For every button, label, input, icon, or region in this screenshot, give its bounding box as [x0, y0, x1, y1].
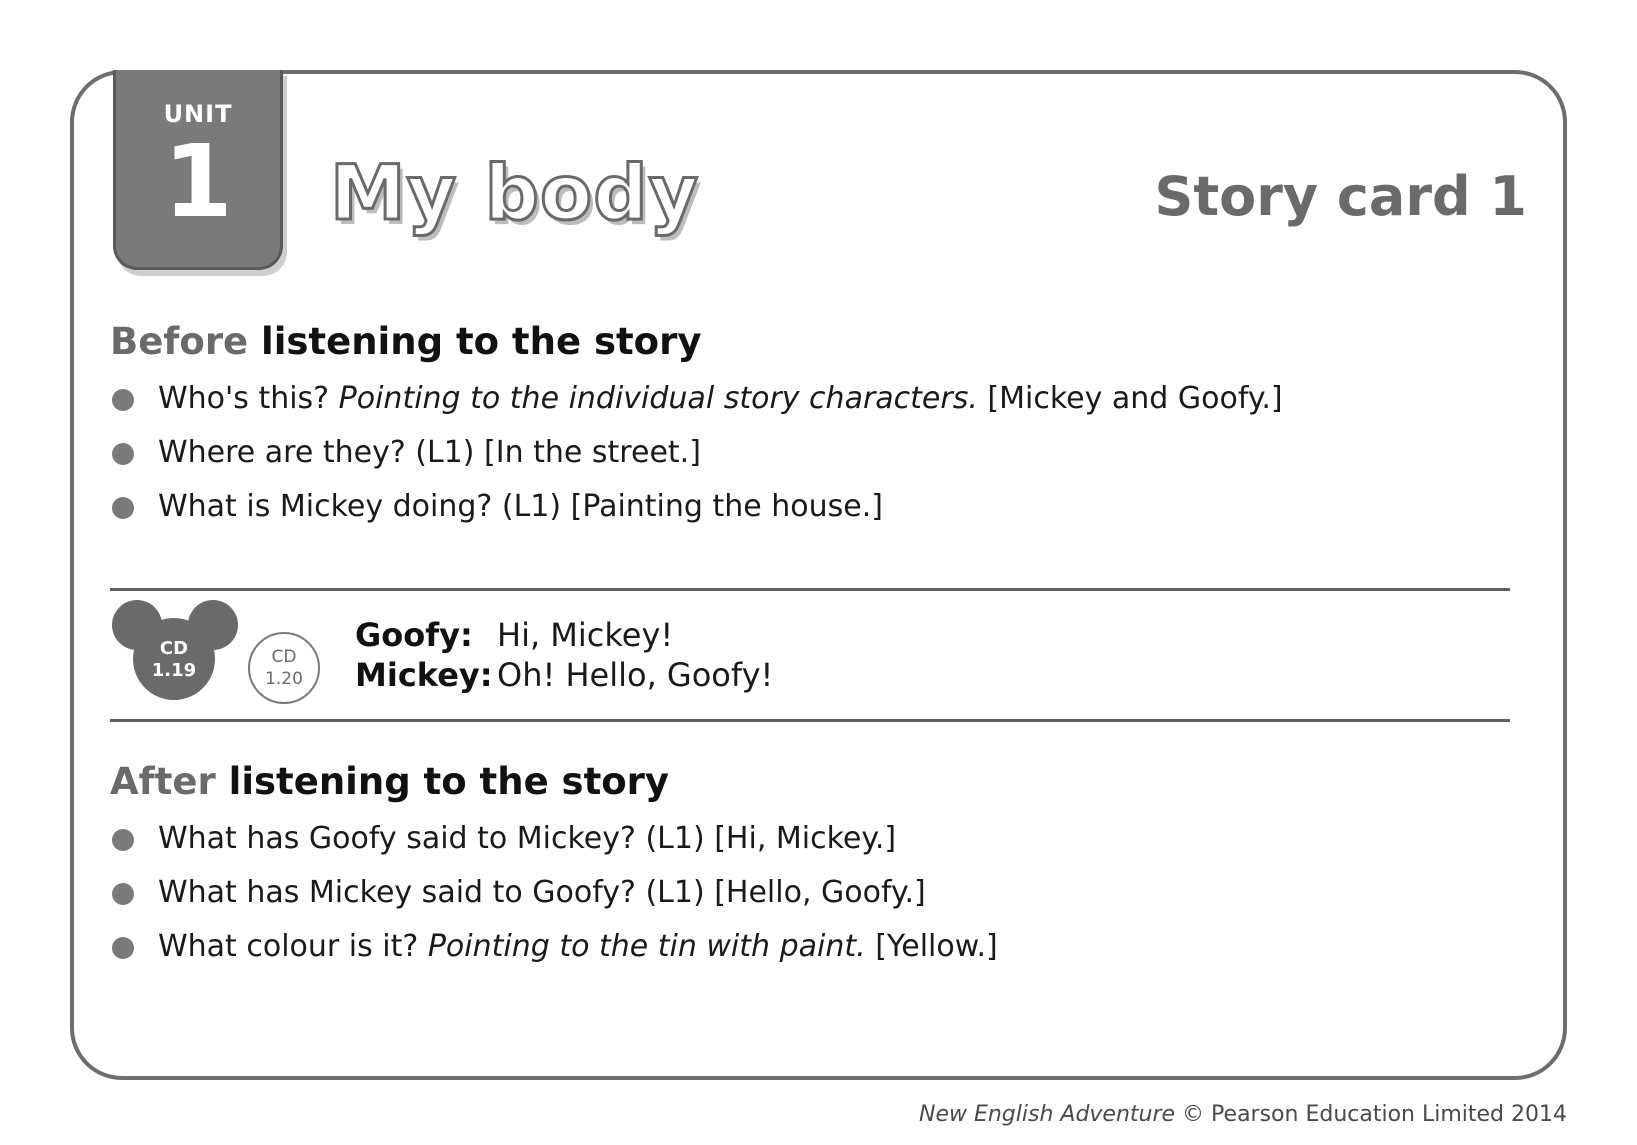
dialogue-line: Oh! Hello, Goofy!	[497, 656, 774, 694]
after-heading-rest: listening to the story	[228, 760, 670, 803]
bullet-icon	[112, 443, 134, 465]
bullet-icon	[112, 497, 134, 519]
dialogue-speaker: Goofy:	[355, 616, 473, 654]
bullet-icon	[112, 937, 134, 959]
list-item	[110, 920, 1510, 974]
question-text: What has Goofy said to Mickey? (L1) [Hi, Mickey.]	[158, 821, 897, 856]
question-text: What is Mickey doing? (L1) [Painting the house.]	[158, 489, 883, 524]
list-item	[110, 480, 1510, 534]
after-question-list	[110, 812, 1510, 974]
mouse-head	[133, 618, 215, 700]
list-item	[110, 866, 1510, 920]
before-heading	[110, 320, 701, 363]
dialogue-row	[355, 615, 773, 655]
question-instruction: Pointing to the tin with paint.	[427, 929, 866, 964]
before-heading-lead: Before	[110, 320, 249, 363]
unit-number: 1	[163, 123, 233, 240]
cd-label: CD	[159, 638, 189, 659]
dialogue-line: Hi, Mickey!	[497, 616, 674, 654]
cd-track: 1.20	[265, 669, 303, 689]
cd-label: CD	[271, 647, 297, 667]
question-text: Who's this?	[158, 381, 339, 416]
bullet-icon	[112, 883, 134, 905]
question-instruction: Pointing to the individual story characters.	[338, 381, 978, 416]
question-answer: [Mickey and Goofy.]	[977, 381, 1283, 416]
divider-top	[110, 588, 1510, 591]
cd-track: 1.19	[151, 660, 197, 681]
bullet-icon	[112, 389, 134, 411]
list-item	[110, 426, 1510, 480]
question-text: What colour is it?	[158, 929, 428, 964]
question-text: What has Mickey said to Goofy? (L1) [Hello, Goofy.]	[158, 875, 926, 910]
mickey-cd-icon	[110, 600, 240, 710]
dialogue-row	[355, 655, 773, 695]
copyright-footer	[919, 1102, 1567, 1127]
after-heading-lead: After	[110, 760, 216, 803]
dialogue-speaker: Mickey:	[355, 656, 493, 694]
unit-tab	[113, 70, 283, 270]
list-item	[110, 812, 1510, 866]
publication-name: New English Adventure	[918, 1102, 1176, 1127]
story-card-label: Story card 1	[1154, 165, 1527, 228]
cd-circle-icon	[248, 632, 320, 704]
after-heading	[110, 760, 669, 803]
before-heading-rest: listening to the story	[261, 320, 702, 363]
bullet-icon	[112, 829, 134, 851]
divider-bottom	[110, 719, 1510, 722]
list-item	[110, 372, 1510, 426]
copyright-text: © Pearson Education Limited 2014	[1175, 1102, 1567, 1127]
question-answer: [Yellow.]	[865, 929, 998, 964]
question-text: Where are they? (L1) [In the street.]	[158, 435, 701, 470]
page-title: My body	[330, 148, 700, 237]
unit-label: UNIT	[163, 100, 233, 128]
dialogue	[355, 615, 773, 695]
before-question-list	[110, 372, 1510, 534]
